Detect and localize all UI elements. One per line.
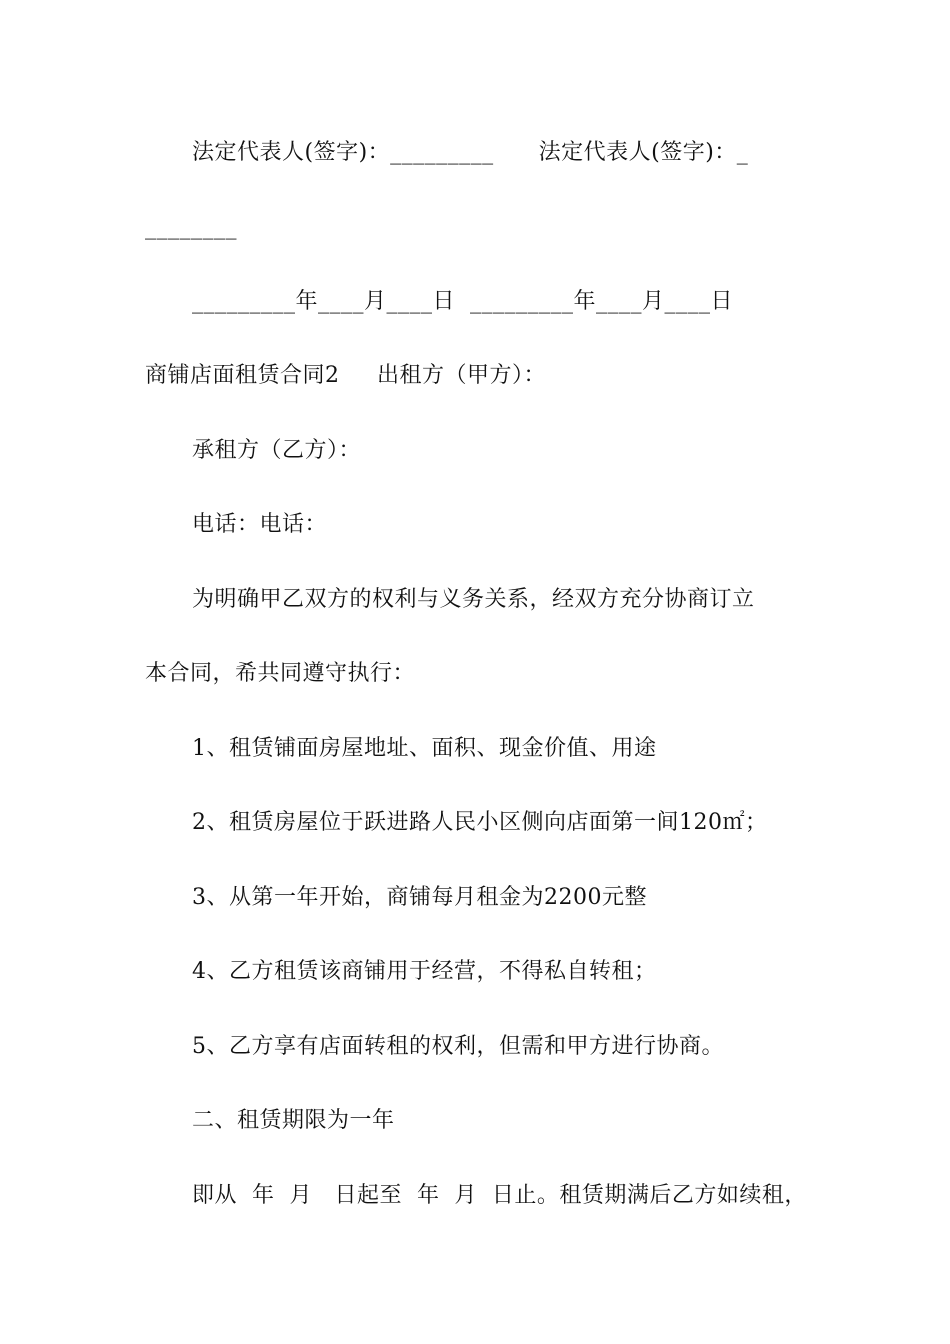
preamble-line-continued: 本合同，希共同遵守执行：: [145, 661, 416, 686]
signature-line-continued: ________: [145, 215, 237, 240]
phone-line: 电话：电话：: [192, 512, 328, 537]
lessee-line: 承租方（乙方）：: [192, 438, 362, 463]
clause-1: 1、租赁铺面房屋地址、面积、现金价值、用途: [192, 736, 657, 761]
clause-4: 4、乙方租赁该商铺用于经营，不得私自转租；: [192, 959, 657, 984]
term-line: 即从 年 月 日起至 年 月 日止。租赁期满后乙方如续租，: [192, 1183, 807, 1208]
signature-line: 法定代表人(签字)：_________ 法定代表人(签字)：_: [192, 140, 749, 165]
clause-2: 2、租赁房屋位于跃进路人民小区侧向店面第一间120㎡；: [192, 810, 768, 835]
preamble-line: 为明确甲乙双方的权利与义务关系，经双方充分协商订立: [192, 587, 755, 612]
contract-title-line: 商铺店面租赁合同2 出租方（甲方）：: [145, 363, 546, 388]
clause-3: 3、从第一年开始，商铺每月租金为2200元整: [192, 885, 647, 910]
date-line: _________年____月____日 _________年____月____日: [192, 289, 733, 314]
clause-5: 5、乙方享有店面转租的权利，但需和甲方进行协商。: [192, 1034, 724, 1059]
section-heading: 二、租赁期限为一年: [192, 1108, 395, 1133]
